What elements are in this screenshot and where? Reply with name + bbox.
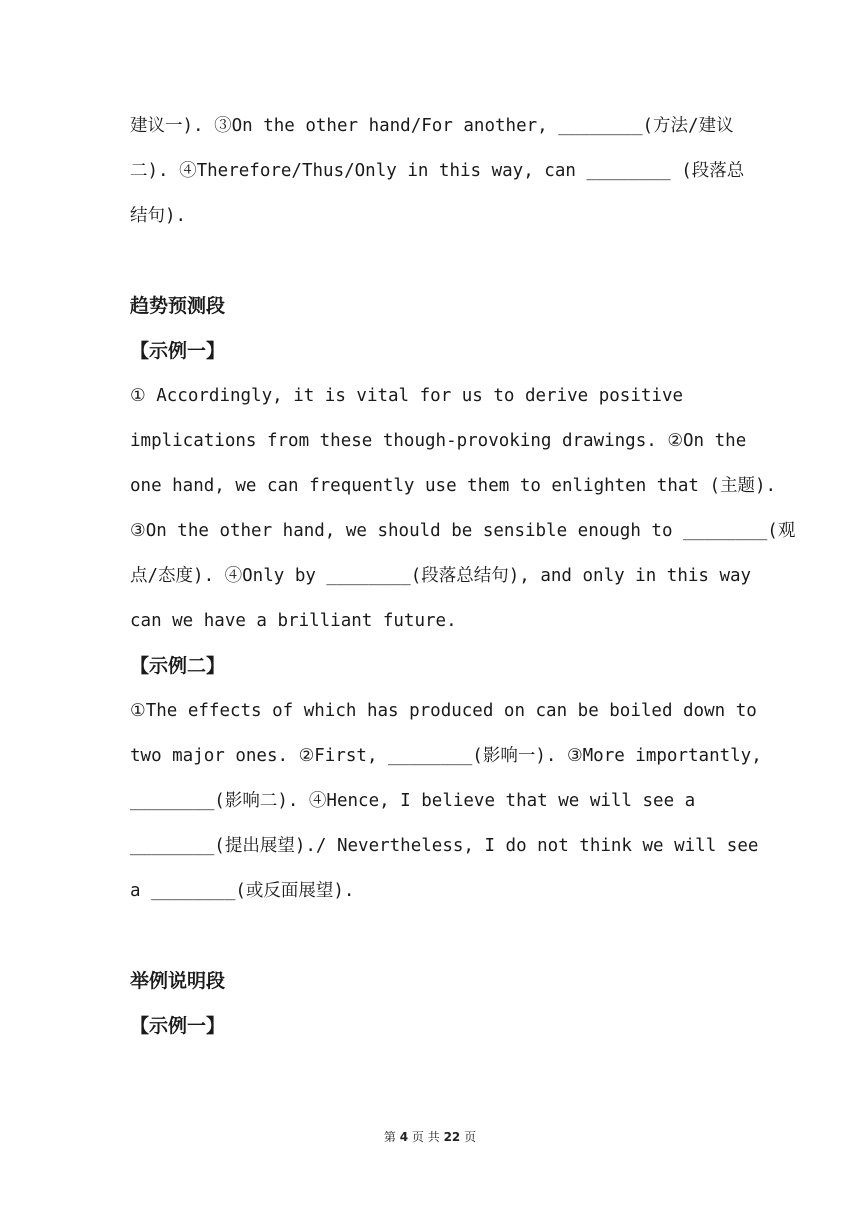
example-line: two major ones. ②First, ________(影响一). ③More importantly, <box>130 746 762 766</box>
section-heading-trend: 趋势预测段 <box>130 295 226 317</box>
example-line: ① Accordingly, it is vital for us to derive positive <box>130 386 684 406</box>
footer-middle: 页 共 <box>411 1130 440 1144</box>
footer-total-pages: 22 <box>443 1130 461 1144</box>
section-heading-example: 举例说明段 <box>130 970 226 992</box>
example-line: one hand, we can frequently use them to enlighten that (主题). <box>130 476 777 496</box>
example-line: can we have a brilliant future. <box>130 611 457 631</box>
example-label: 【示例一】 <box>130 340 226 362</box>
example-line: a ________(或反面展望). <box>130 881 355 901</box>
example-line: ________(提出展望)./ Nevertheless, I do not think we will see <box>130 836 759 856</box>
example-line: 点/态度). ④Only by ________(段落总结句), and only in this way <box>130 566 752 586</box>
example-line: ③On the other hand, we should be sensible enough to ________(观 <box>130 521 796 541</box>
example-label: 【示例二】 <box>130 655 226 677</box>
footer-suffix: 页 <box>464 1130 477 1144</box>
spacer <box>130 239 740 284</box>
paragraph-line: 二). ④Therefore/Thus/Only in this way, can ________ (段落总 <box>130 161 745 181</box>
example-line: ①The effects of which has produced on can be boiled down to <box>130 701 757 721</box>
example-line: ________(影响二). ④Hence, I believe that we will see a <box>130 791 696 811</box>
footer-prefix: 第 <box>383 1130 396 1144</box>
footer-page-number: 4 <box>399 1130 409 1144</box>
example-label: 【示例一】 <box>130 1015 226 1037</box>
paragraph-line: 结句). <box>130 206 187 226</box>
example-line: implications from these though-provoking drawings. ②On the <box>130 431 747 451</box>
spacer <box>130 914 740 959</box>
page-content <box>130 104 796 1049</box>
page-footer <box>0 1128 860 1145</box>
paragraph-line: 建议一). ③On the other hand/For another, ________(方法/建议 <box>130 116 734 136</box>
